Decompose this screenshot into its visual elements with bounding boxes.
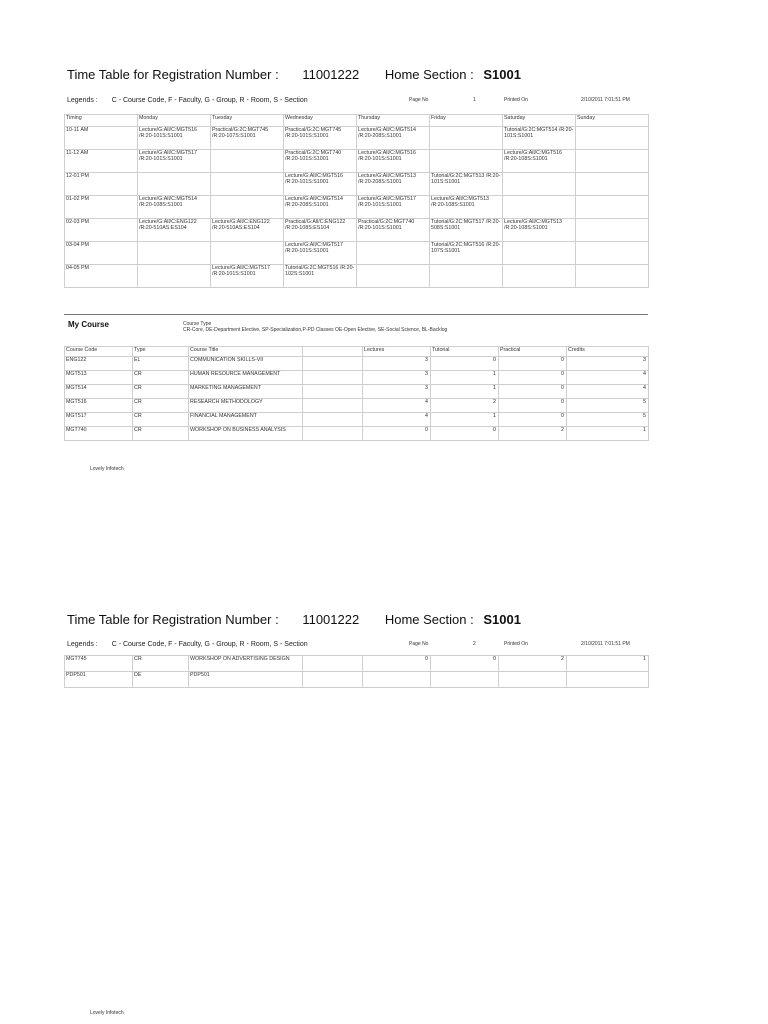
timetable-row-cell: [503, 242, 576, 265]
course-row-cell: EL: [133, 357, 189, 371]
course-row: [65, 672, 649, 688]
timetable-header-row-cell: Thursday: [357, 115, 430, 127]
course-header-row-cell: Lectures: [363, 347, 431, 357]
timetable-row: [65, 173, 649, 196]
course-header-row-cell: Credits: [567, 347, 649, 357]
page1-printed-on-label: Printed On: [504, 97, 528, 103]
timetable-row-cell: 03-04 PM: [65, 242, 138, 265]
course-row-cell: 1: [431, 413, 499, 427]
timetable-row-cell: Lecture/G:All/C:MGT514 /R:20-108S:S1001: [138, 196, 211, 219]
timetable-row-cell: Lecture/G:All/C:MGT517 /R:20-101S:S1001: [211, 265, 284, 288]
course-row-cell: 3: [363, 385, 431, 399]
timetable-row-cell: [576, 196, 649, 219]
course-row-cell: 0: [431, 656, 499, 672]
course-row-cell: MARKETING MANAGEMENT: [189, 385, 303, 399]
course-row-cell: CR: [133, 371, 189, 385]
timetable-row-cell: Lecture/G:All/C:MGT513 /R:20-108S:S1001: [503, 219, 576, 242]
course-header-row-cell: Tutorial: [431, 347, 499, 357]
timetable-header-row: [65, 115, 649, 127]
page2-printed-on-label: Printed On: [504, 641, 528, 647]
timetable-header-row-cell: Sunday: [576, 115, 649, 127]
course-row-cell: [567, 672, 649, 688]
course-header-row-cell: Course Code: [65, 347, 133, 357]
course-row-cell: 4: [363, 399, 431, 413]
section-divider: [64, 314, 648, 315]
course-row-cell: 3: [363, 371, 431, 385]
timetable-row: [65, 196, 649, 219]
timetable-row: [65, 127, 649, 150]
course-row-cell: 1: [567, 656, 649, 672]
course-row: [65, 399, 649, 413]
course-row-cell: 3: [567, 357, 649, 371]
course-row-cell: 4: [567, 385, 649, 399]
course-row: [65, 656, 649, 672]
course-row-cell: 0: [363, 656, 431, 672]
course-header-row-cell: Type: [133, 347, 189, 357]
course-table: [64, 346, 649, 441]
timetable-row-cell: Practical/G:2C:MGT740 /R:20-101S:S1001: [357, 219, 430, 242]
timetable-row-cell: Lecture/G:All/C:MGT514 /R:20-208S:S1001: [284, 196, 357, 219]
course-row-cell: 5: [567, 399, 649, 413]
timetable-row-cell: Lecture/G:All/C:MGT513 /R:20-208S:S1001: [357, 173, 430, 196]
course-row-cell: ENG122: [65, 357, 133, 371]
page1-page-no-label: Page No: [409, 97, 429, 103]
timetable-row-cell: [503, 265, 576, 288]
course-row-cell: 0: [499, 371, 567, 385]
timetable-row-cell: [211, 173, 284, 196]
timetable-row-cell: [576, 173, 649, 196]
course-row-cell: WORKSHOP ON BUSINESS ANALYSIS: [189, 427, 303, 441]
course-row-cell: HUMAN RESOURCE MANAGEMENT: [189, 371, 303, 385]
course-header-row-cell: [303, 347, 363, 357]
page1-legends: Legends : C - Course Code, F - Faculty, G - Group, R - Room, S - Section: [67, 97, 308, 104]
course-row-cell: [303, 427, 363, 441]
timetable-row-cell: Lecture/G:All/C:ENG122 /R:20-510AS:ES104: [138, 219, 211, 242]
course-row-cell: DE: [133, 672, 189, 688]
timetable-row-cell: [576, 265, 649, 288]
timetable-row-cell: [576, 219, 649, 242]
course-row-cell: CR: [133, 385, 189, 399]
timetable-row-cell: [576, 150, 649, 173]
course-table-page2: [64, 655, 649, 688]
course-row: [65, 427, 649, 441]
timetable-row-cell: 12-01 PM: [65, 173, 138, 196]
my-course-title: My Course: [68, 320, 109, 329]
course-row-cell: [431, 672, 499, 688]
timetable-row-cell: 10-11 AM: [65, 127, 138, 150]
page2-page-no-label: Page No: [409, 641, 429, 647]
course-row-cell: MGT514: [65, 385, 133, 399]
page2-page-no: 2: [473, 641, 476, 647]
timetable-row-cell: Lecture/G:All/C:MGT516 /R:20-108S:S1001: [503, 150, 576, 173]
course-row-cell: 0: [363, 427, 431, 441]
course-row-cell: COMMUNICATION SKILLS-VII: [189, 357, 303, 371]
timetable-row-cell: [576, 242, 649, 265]
timetable-row-cell: Tutorial/G:2C:MGT516 /R:20-102S:S1001: [284, 265, 357, 288]
course-row-cell: [303, 385, 363, 399]
course-row-cell: 3: [363, 357, 431, 371]
course-row-cell: 0: [499, 357, 567, 371]
course-row-cell: 2: [499, 427, 567, 441]
timetable-row-cell: Practical/G:2C:MGT740 /R:20-101S:S1001: [284, 150, 357, 173]
timetable-row-cell: 04-05 PM: [65, 265, 138, 288]
timetable-header-row-cell: Tuesday: [211, 115, 284, 127]
course-row: [65, 371, 649, 385]
timetable-row-cell: 01-02 PM: [65, 196, 138, 219]
course-header-row-cell: Practical: [499, 347, 567, 357]
course-row-cell: MGT745: [65, 656, 133, 672]
course-row-cell: RESEARCH METHODOLOGY: [189, 399, 303, 413]
course-row-cell: 0: [431, 427, 499, 441]
course-row-cell: CR: [133, 399, 189, 413]
page1-title: Time Table for Registration Number : 11001222 Home Section : S1001: [67, 67, 521, 82]
page1-page-no: 1: [473, 97, 476, 103]
timetable-row: [65, 219, 649, 242]
timetable-row-cell: [503, 196, 576, 219]
course-row-cell: [303, 399, 363, 413]
course-header-row: [65, 347, 649, 357]
course-header-row-cell: Course Title: [189, 347, 303, 357]
timetable-row-cell: Lecture/G:All/C:MGT516 /R:20-101S:S1001: [357, 150, 430, 173]
timetable-row-cell: Tutorial/G:2C:MGT516 /R:20-107S:S1001: [430, 242, 503, 265]
course-row-cell: 0: [499, 413, 567, 427]
timetable-row-cell: Lecture/G:All/C:MGT517 /R:20-101S:S1001: [357, 196, 430, 219]
timetable-row-cell: [576, 127, 649, 150]
timetable-row-cell: [211, 242, 284, 265]
course-row-cell: [363, 672, 431, 688]
course-row-cell: 4: [567, 371, 649, 385]
timetable-row: [65, 242, 649, 265]
course-row-cell: [303, 357, 363, 371]
course-row-cell: 5: [567, 413, 649, 427]
course-row-cell: PDP501: [189, 672, 303, 688]
timetable-row-cell: [138, 265, 211, 288]
timetable-row-cell: Lecture/G:All/C:MGT514 /R:20-208S:S1001: [357, 127, 430, 150]
course-row-cell: CR: [133, 413, 189, 427]
timetable-row: [65, 265, 649, 288]
timetable-row-cell: Lecture/G:All/C:MGT517 /R:20-101S:S1001: [138, 150, 211, 173]
timetable-header-row-cell: Friday: [430, 115, 503, 127]
course-row-cell: [303, 371, 363, 385]
timetable-row-cell: 02-03 PM: [65, 219, 138, 242]
course-row-cell: 2: [431, 399, 499, 413]
timetable-row-cell: Lecture/G:All/C:MGT517 /R:20-101S:S1001: [284, 242, 357, 265]
course-row: [65, 413, 649, 427]
timetable-header-row-cell: Saturday: [503, 115, 576, 127]
course-row-cell: CR: [133, 427, 189, 441]
footer-text: Lovely Infotech: [90, 466, 124, 472]
course-row-cell: [303, 413, 363, 427]
course-row-cell: 2: [499, 656, 567, 672]
course-row-cell: [303, 672, 363, 688]
timetable-row-cell: Lecture/G:All/C:MGT516 /R:20-101S:S1001: [138, 127, 211, 150]
timetable: [64, 114, 649, 288]
course-row-cell: MGT516: [65, 399, 133, 413]
course-type-text: CR-Core, DE-Department Elective, SP-Specialization,P-PD Classes OE-Open Elective, SE-Social Science, BL-Backlog: [183, 327, 448, 333]
timetable-row-cell: [211, 196, 284, 219]
timetable-row-cell: Practical/G:2C:MGT745 /R:20-107S:S1001: [211, 127, 284, 150]
course-row-cell: WORKSHOP ON ADVERTISING DESIGN: [189, 656, 303, 672]
timetable-row-cell: Practical/G:All/C:ENG122 /R:20-108S:ES104: [284, 219, 357, 242]
page1-printed-on: 2/10/2011 7:01:51 PM: [581, 97, 630, 103]
timetable-row-cell: [138, 173, 211, 196]
timetable-header-row-cell: Timing: [65, 115, 138, 127]
timetable-row-cell: Lecture/G:All/C:MGT513 /R:20-108S:S1001: [430, 196, 503, 219]
course-row-cell: [303, 656, 363, 672]
timetable-row-cell: Tutorial/G:2C:MGT513 /R:20-101S:S1001: [430, 173, 503, 196]
course-row-cell: 1: [567, 427, 649, 441]
page2-title: Time Table for Registration Number : 11001222 Home Section : S1001: [67, 612, 521, 627]
course-row-cell: 0: [499, 399, 567, 413]
timetable-row-cell: Tutorial/G:2C:MGT517 /R:20-508S:S1001: [430, 219, 503, 242]
timetable-row-cell: [430, 150, 503, 173]
timetable-header-row-cell: Monday: [138, 115, 211, 127]
course-row-cell: MGT517: [65, 413, 133, 427]
timetable-row-cell: [211, 150, 284, 173]
timetable-row: [65, 150, 649, 173]
course-row-cell: 0: [499, 385, 567, 399]
page2-legends: Legends : C - Course Code, F - Faculty, G - Group, R - Room, S - Section: [67, 641, 308, 648]
footer-text-page2: Lovely Infotech: [90, 1010, 124, 1016]
timetable-row-cell: [430, 127, 503, 150]
course-row-cell: [499, 672, 567, 688]
timetable-row-cell: 11-12 AM: [65, 150, 138, 173]
course-type-label: Course Type: [183, 321, 212, 327]
timetable-row-cell: [138, 242, 211, 265]
course-row-cell: 4: [363, 413, 431, 427]
timetable-row-cell: Tutorial/G:2C:MGT514 /R:20-101S:S1001: [503, 127, 576, 150]
page2-printed-on: 2/10/2011 7:01:51 PM: [581, 641, 630, 647]
course-row-cell: PDP501: [65, 672, 133, 688]
timetable-row-cell: Lecture/G:All/C:ENG122 /R:20-510AS:ES104: [211, 219, 284, 242]
course-row-cell: 1: [431, 371, 499, 385]
timetable-row-cell: [430, 265, 503, 288]
course-row: [65, 357, 649, 371]
timetable-row-cell: Lecture/G:All/C:MGT516 /R:20-101S:S1001: [284, 173, 357, 196]
timetable-row-cell: [357, 242, 430, 265]
timetable-row-cell: [357, 265, 430, 288]
course-row-cell: FINANCIAL MANAGEMENT: [189, 413, 303, 427]
timetable-row-cell: Practical/G:2C:MGT745 /R:20-101S:S1001: [284, 127, 357, 150]
timetable-header-row-cell: Wednesday: [284, 115, 357, 127]
timetable-row-cell: [503, 173, 576, 196]
course-row-cell: 1: [431, 385, 499, 399]
course-row: [65, 385, 649, 399]
course-row-cell: MGT513: [65, 371, 133, 385]
course-row-cell: MGT740: [65, 427, 133, 441]
course-row-cell: 0: [431, 357, 499, 371]
course-row-cell: CR: [133, 656, 189, 672]
